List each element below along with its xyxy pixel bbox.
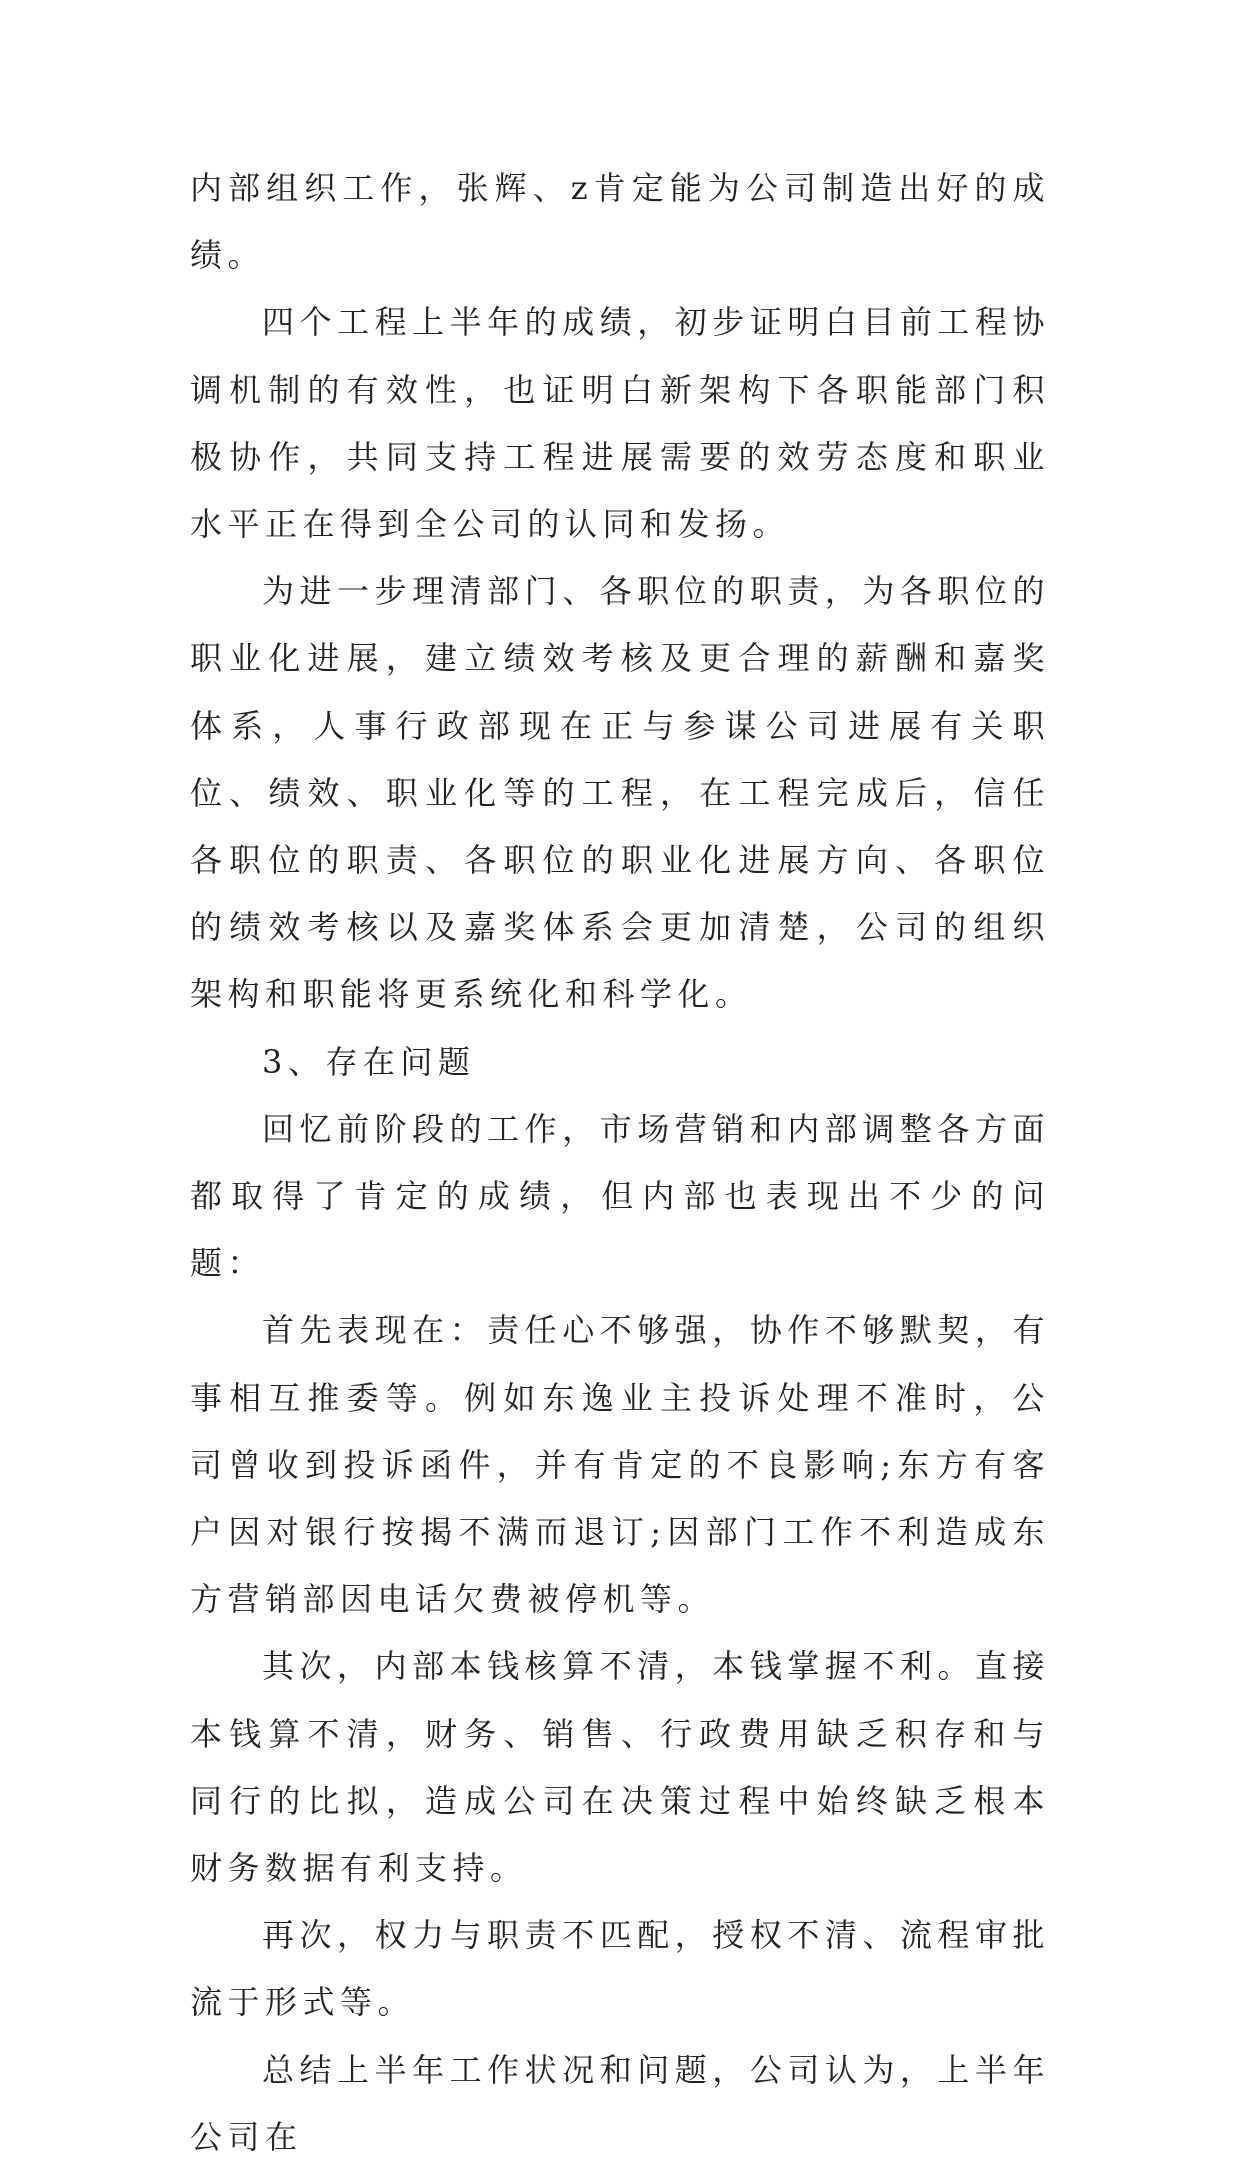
section-heading-existing-problems: 3、存在问题 [262,1042,476,1081]
paragraph-6: 首先表现在：责任心不够强，协作不够默契，有事相互推委等。例如东逸业主投诉处理不准时，公司曾收到投诉函件，并有肯定的不良影响;东方有客户因对银行按揭不满而退订;因部门工作不利造成东方营销部因电话欠费被停机等。 [190,1311,1050,1619]
document-body [190,155,1050,2171]
paragraph-5: 回忆前阶段的工作，市场营销和内部调整各方面都取得了肯定的成绩，但内部也表现出不少的问题： [190,1109,1050,1283]
paragraph-7: 其次，内部本钱核算不清，本钱掌握不利。直接本钱算不清，财务、销售、行政费用缺乏积存和与同行的比拟，造成公司在决策过程中始终缺乏根本财务数据有利支持。 [190,1647,1050,1888]
paragraph-3: 为进一步理清部门、各职位的职责，为各职位的职业化进展，建立绩效考核及更合理的薪酬和嘉奖体系，人事行政部现在正与参谋公司进展有关职位、绩效、职业化等的工程，在工程完成后，信任各职位的职责、各职位的职业化进展方向、各职位的绩效考核以及嘉奖体系会更加清楚，公司的组织架构和职能将更系统化和科学化。 [190,572,1050,1014]
paragraph-1: 内部组织工作，张辉、z肯定能为公司制造出好的成绩。 [190,169,1050,275]
paragraph-2: 四个工程上半年的成绩，初步证明白目前工程协调机制的有效性，也证明白新架构下各职能部门积极协作，共同支持工程进展需要的效劳态度和职业水平正在得到全公司的认同和发扬。 [190,303,1050,544]
paragraph-8: 再次，权力与职责不匹配，授权不清、流程审批流于形式等。 [190,1916,1050,2022]
paragraph-9: 总结上半年工作状况和问题，公司认为，上半年公司在 [190,2050,1050,2156]
